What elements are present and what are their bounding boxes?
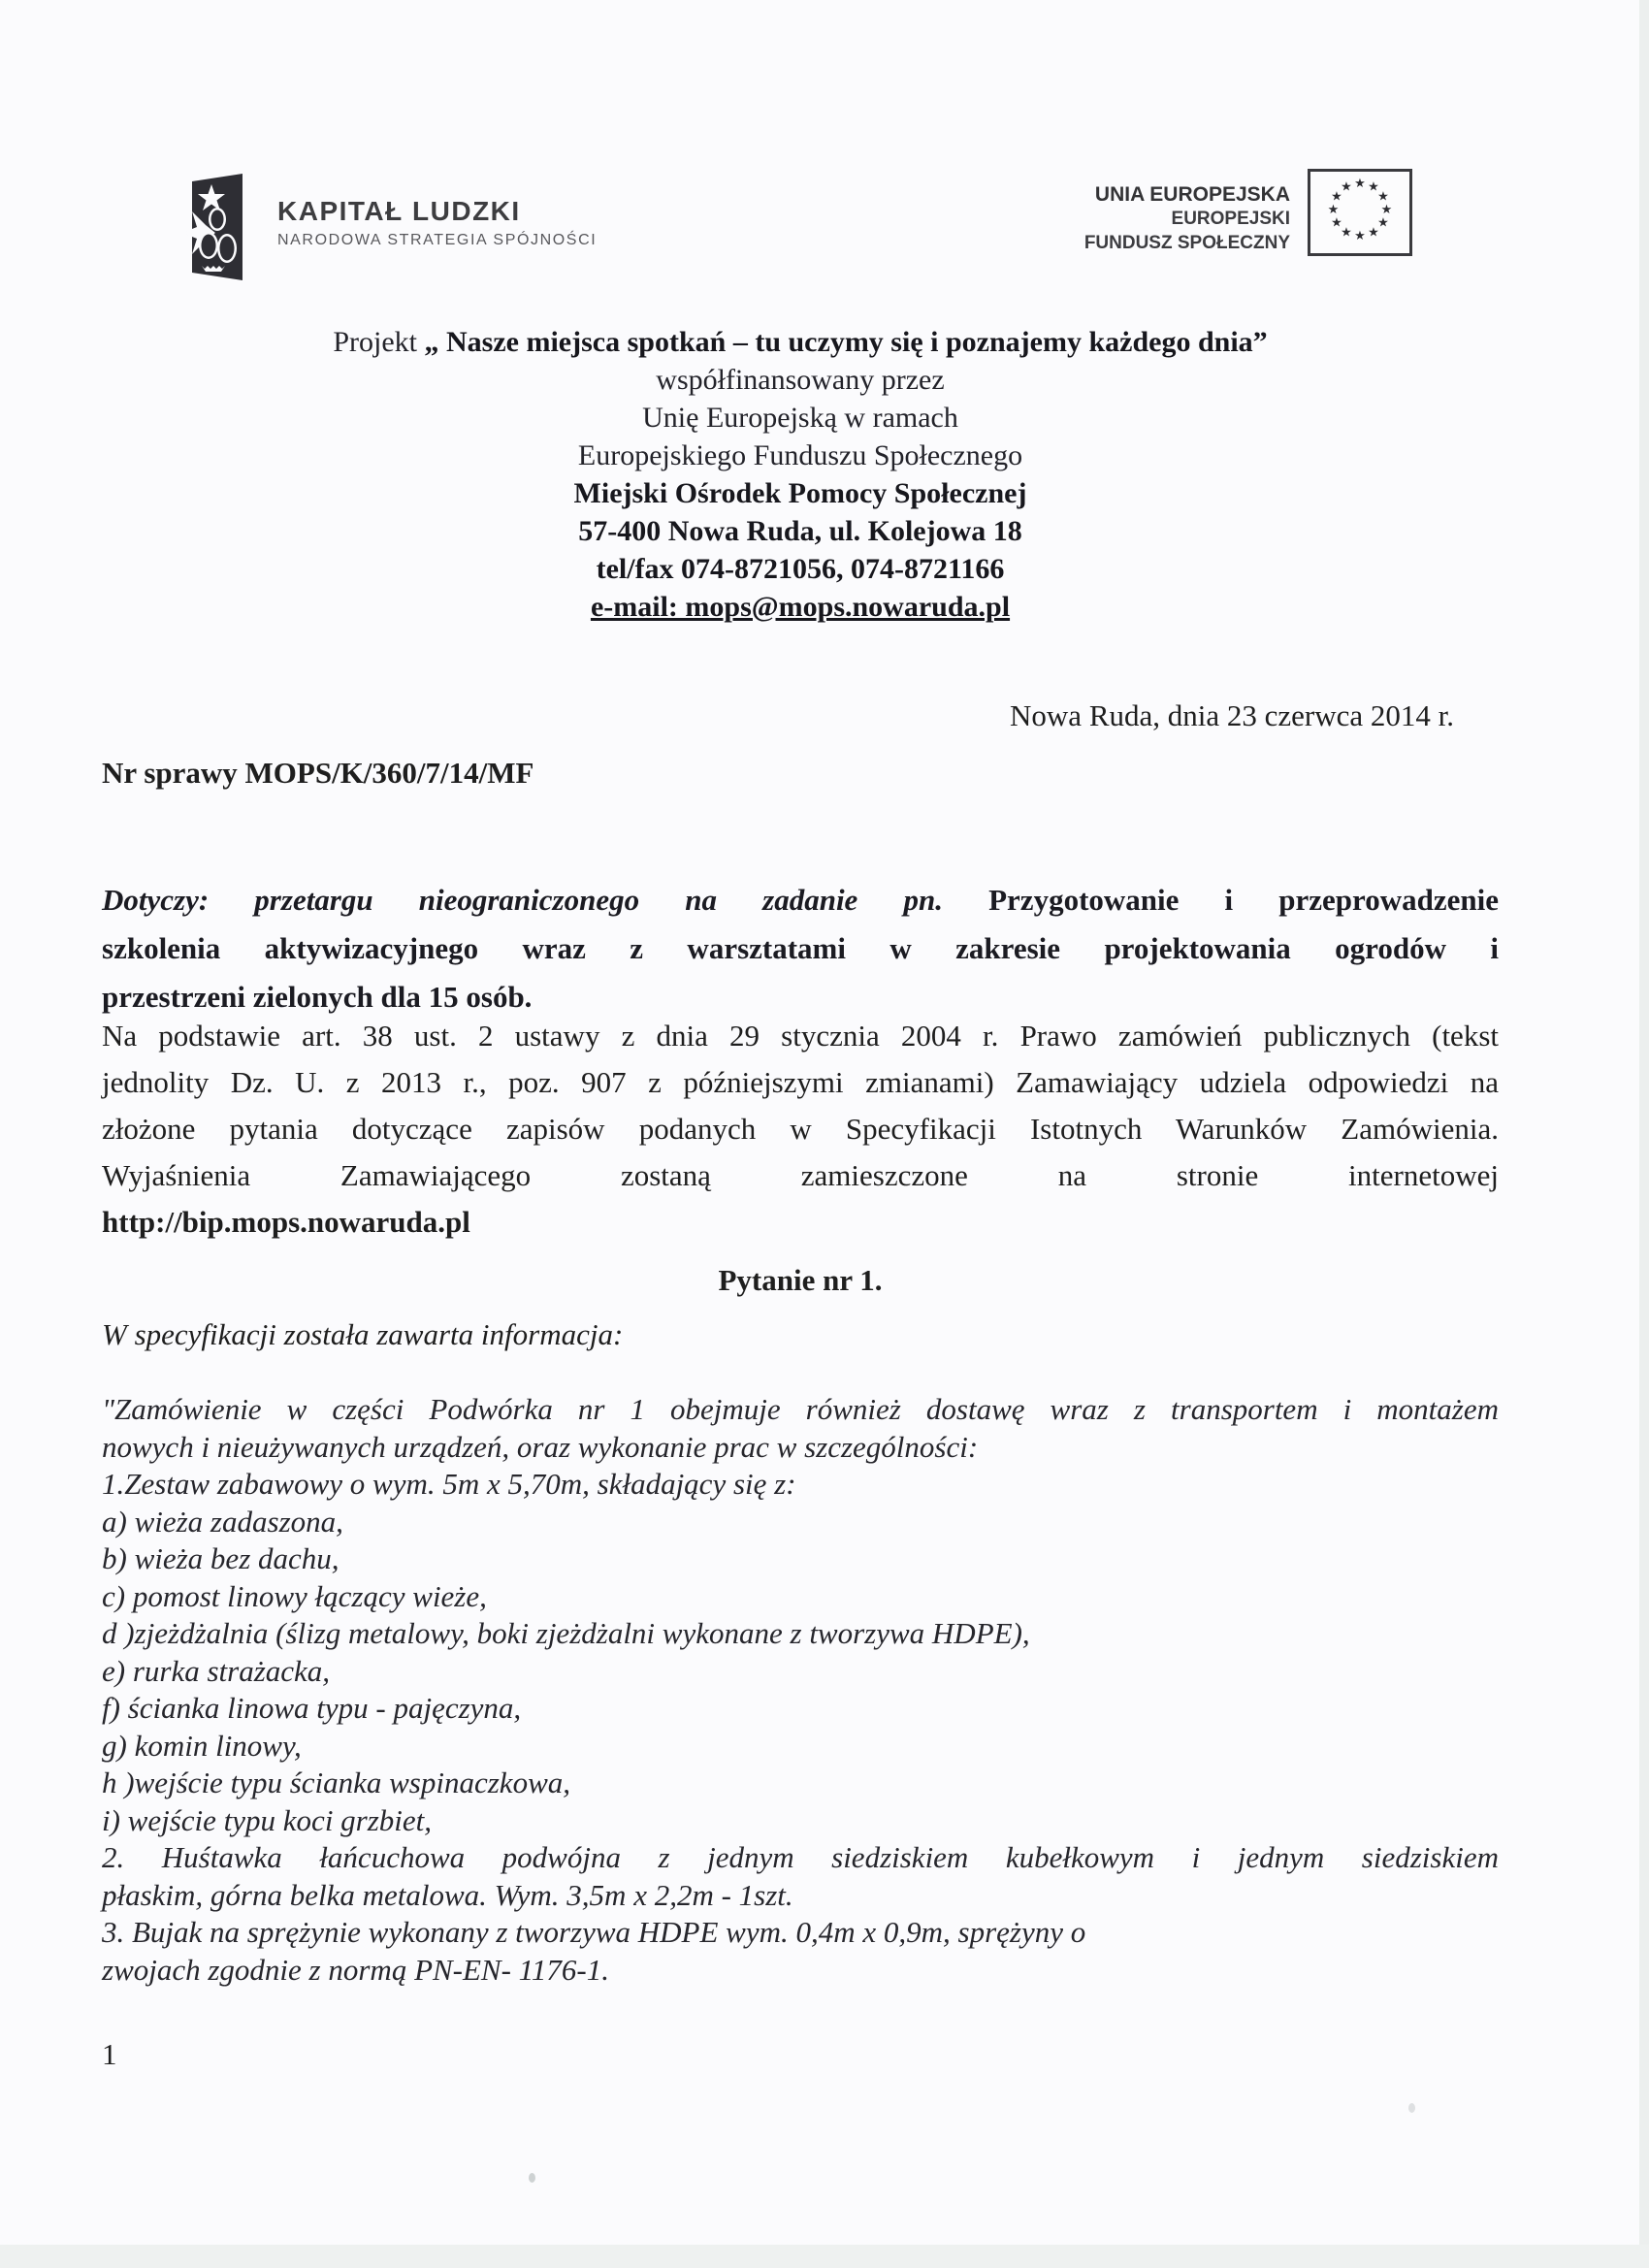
scan-edge-bottom (0, 2245, 1649, 2268)
kapital-ludzki-wordmark (277, 196, 597, 249)
quote-line: nowych i nieużywanych urządzeń, oraz wykonanie prac w szczególności: (102, 1429, 979, 1464)
page-number: 1 (102, 2037, 117, 2071)
kapital-ludzki-title: KAPITAŁ LUDZKI (277, 196, 521, 226)
org-email: e-mail: mops@mops.nowaruda.pl (590, 591, 1011, 623)
quote-line: h )wejście typu ścianka wspinaczkowa, (102, 1766, 570, 1799)
org-address: 57-400 Nowa Ruda, ul. Kolejowa 18 (578, 515, 1022, 547)
subject-line-3: przestrzeni zielonych dla 15 osób. (102, 980, 533, 1014)
svg-text:★: ★ (1354, 229, 1366, 243)
quote-line: i) wejście typu koci grzbiet, (102, 1802, 433, 1837)
legal-line-2: jednolity Dz. U. z 2013 r., poz. 907 z późniejszymi zmianami) Zamawiający udziela odpowiedzi na (102, 1065, 1499, 1099)
eu-wordmark (999, 182, 1290, 255)
date-line: Nowa Ruda, dnia 23 czerwca 2014 r. (1010, 698, 1454, 732)
question-intro: W specyfikacji została zawarta informacja: (102, 1317, 624, 1351)
case-number: Nr sprawy MOPS/K/360/7/14/MF (102, 756, 534, 790)
svg-text:★: ★ (1341, 225, 1352, 241)
svg-text:★: ★ (1377, 215, 1389, 231)
quote-line: płaskim, górna belka metalowa. Wym. 3,5m x 2,2m - 1szt. (102, 1877, 793, 1912)
eu-line1: UNIA EUROPEJSKA (1094, 183, 1290, 206)
subject-italic: Dotyczy: przetargu nieograniczonego na zadanie pn. (102, 883, 943, 917)
quote-line: 3. Bujak na sprężynie wykonany z tworzywa HDPE wym. 0,4m x 0,9m, sprężyny o (102, 1915, 1086, 1949)
svg-text:★: ★ (1331, 189, 1342, 205)
subject-line-2: szkolenia aktywizacyjnego wraz z warsztatami w zakresie projektowania ogrodów i (102, 931, 1499, 965)
legal-url: http://bip.mops.nowaruda.pl (102, 1205, 470, 1239)
scan-speck (529, 2173, 535, 2183)
subject-paragraph (102, 876, 1499, 1021)
svg-text:★: ★ (1331, 215, 1342, 231)
quote-line: c) pomost linowy łączący wieże, (102, 1578, 487, 1613)
svg-text:★: ★ (1377, 189, 1389, 205)
scan-speck (1408, 2103, 1415, 2113)
quote-line: 1.Zestaw zabawowy o wym. 5m x 5,70m, składający się z: (102, 1467, 796, 1501)
project-title-line (102, 323, 1499, 361)
svg-text:★: ★ (1380, 203, 1393, 217)
org-phone: tel/fax 074-8721056, 074-8721166 (596, 553, 1005, 585)
quote-line: f) ścianka linowa typu - pajęczyna, (102, 1691, 522, 1725)
kapital-ludzki-subtitle: NARODOWA STRATEGIA SPÓJNOŚCI (277, 232, 598, 248)
project-title-bold: „ Nasze miejsca spotkań – tu uczymy się i poznajemy każdego dnia” (424, 326, 1268, 358)
project-cofinance-line: współfinansowany przez (656, 364, 945, 396)
quote-line: "Zamówienie w części Podwórka nr 1 obejmuje również dostawę wraz z transportem i montażem (102, 1392, 1499, 1426)
kapital-ludzki-logo-icon (182, 173, 242, 281)
eu-line3: FUNDUSZ SPOŁECZNY (1083, 233, 1290, 253)
svg-text:★: ★ (1354, 177, 1366, 191)
subject-bold: Przygotowanie i przeprowadzenie (942, 883, 1500, 917)
quote-line: 2. Huśtawka łańcuchowa podwójna z jednym siedziskiem kubełkowym i jednym siedziskiem (102, 1840, 1499, 1874)
svg-text:★: ★ (1368, 179, 1379, 195)
scan-edge-right (1639, 0, 1649, 2268)
quote-line: zwojach zgodnie z normą PN-EN- 1176-1. (102, 1952, 609, 1987)
specification-quote-block (102, 1391, 1499, 1989)
legal-line-4: Wyjaśnienia Zamawiającego zostaną zamieszczone na stronie internetowej (102, 1158, 1499, 1192)
project-title-prefix: Projekt (333, 326, 425, 358)
quote-line: b) wieża bez dachu, (102, 1541, 340, 1575)
org-name: Miejski Ośrodek Pomocy Społecznej (573, 477, 1027, 509)
question-heading: Pytanie nr 1. (718, 1263, 883, 1297)
project-eu-line: Unię Europejską w ramach (642, 402, 958, 434)
quote-line: e) rurka strażacka, (102, 1653, 331, 1688)
svg-text:★: ★ (1368, 225, 1379, 241)
eu-line2: EUROPEJSKI (1171, 209, 1290, 229)
quote-line: a) wieża zadaszona, (102, 1504, 343, 1539)
subject-line-1 (102, 876, 1499, 924)
project-header-block (102, 323, 1499, 626)
legal-basis-paragraph (102, 1013, 1499, 1246)
project-fund-line: Europejskiego Funduszu Społecznego (577, 439, 1023, 471)
eu-flag-icon (1308, 169, 1412, 256)
legal-line-1: Na podstawie art. 38 ust. 2 ustawy z dnia 29 stycznia 2004 r. Prawo zamówień publicznych (tekst (102, 1019, 1499, 1053)
svg-text:★: ★ (1327, 203, 1340, 217)
quote-line: d )zjeżdżalnia (ślizg metalowy, boki zjeżdżalni wykonane z tworzywa HDPE), (102, 1616, 1030, 1650)
svg-text:★: ★ (1341, 179, 1352, 195)
quote-line: g) komin linowy, (102, 1728, 302, 1763)
legal-line-3: złożone pytania dotyczące zapisów podanych w Specyfikacji Istotnych Warunków Zamówienia. (102, 1112, 1499, 1146)
